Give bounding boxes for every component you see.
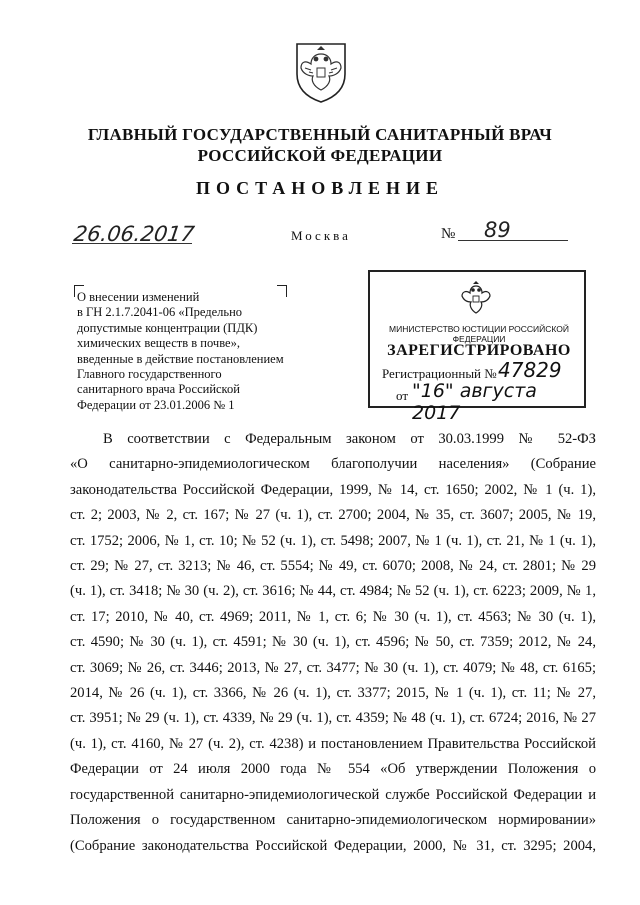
issuer-title-line-1: ГЛАВНЫЙ ГОСУДАРСТВЕННЫЙ САНИТАРНЫЙ ВРАЧ [87, 125, 553, 144]
stamp-coat-of-arms-icon [456, 280, 496, 320]
body-line: государственной санитарно-эпидемиологической службе Российской Федерации и [70, 786, 596, 803]
stamp-ministry-name: МИНИСТЕРСТВО ЮСТИЦИИ РОССИЙСКОЙ ФЕДЕРАЦИИ [389, 324, 569, 344]
body-line: ст. 17; 2010, № 40, ст. 4969; 2011, № 1, ст. 6; № 30 (ч. 1), ст. 4563; № 30 (ч. 1), [70, 608, 596, 625]
body-line: (Собрание законодательства Российской Федерации, 2000, № 31, ст. 3295; 2004, [70, 837, 596, 854]
registration-stamp [368, 270, 586, 424]
subject-line: Главного государственного [77, 367, 222, 382]
body-line: 2014, № 26 (ч. 1), ст. 3366, № 26 (ч. 1), ст. 3377; 2015, № 1 (ч. 1), ст. 11; № 27, [70, 685, 596, 702]
body-line: Федерации от 24 июля 2000 года № 554 «Об утверждении Положения о [70, 761, 596, 778]
body-line: Положения о государственном санитарно-эпидемиологическом нормировании» [70, 812, 596, 829]
stamp-handwritten-date: "16" августа 2017 [412, 380, 537, 424]
body-paragraph [70, 427, 596, 859]
body-line: ст. 3069; № 26, ст. 3446; 2013, № 27, ст. 3477; № 30 (ч. 1), ст. 4079; № 48, ст. 6165; [70, 659, 596, 676]
handwritten-number: 89 [484, 218, 511, 242]
number-label: № [441, 226, 456, 242]
body-line: (ч. 1), ст. 4160, № 27 (ч. 2), ст. 4238) и постановлением Правительства Российской [70, 735, 596, 752]
city-label: Москва [291, 228, 351, 243]
body-line: ст. 1752; 2006, № 1, ст. 10; № 52 (ч. 1), ст. 5498; 2007, № 1 (ч. 1), ст. 21, № 1 (ч. 1), [70, 532, 596, 549]
issuer-title-line-2: РОССИЙСКОЙ ФЕДЕРАЦИИ [197, 146, 443, 165]
body-line: законодательства Российской Федерации, 1999, № 14, ст. 1650; 2002, № 1 (ч. 1), [70, 481, 596, 498]
body-line: (ч. 1), ст. 3418; № 30 (ч. 2), ст. 3616; № 44, ст. 4984; № 52 (ч. 1), ст. 6223; 2009, № 1, [70, 583, 596, 600]
stamp-registration-label: Регистрационный № [382, 366, 497, 381]
body-line: В соответствии с Федеральным законом от 30.03.1999 № 52-ФЗ [103, 431, 596, 447]
body-line: ст. 2; 2003, № 2, ст. 167; № 27 (ч. 1), ст. 2700; 2004, № 35, ст. 3607; 2005, № 19, [70, 507, 596, 524]
subject-block [77, 290, 307, 413]
body-line: ст. 29; № 27, ст. 3213; № 46, ст. 5554; № 49, ст. 6070; 2008, № 24, ст. 2801; № 29 [70, 558, 596, 575]
subject-line: химических веществ в почве», [77, 336, 240, 351]
handwritten-date: 26.06.2017 [72, 222, 196, 246]
subject-line: допустимые концентрации (ПДК) [77, 320, 258, 335]
document-type-title: ПОСТАНОВЛЕНИЕ [195, 178, 445, 198]
body-line: ст. 3951; № 29 (ч. 1), ст. 4339, № 29 (ч. 1), ст. 4359; № 48 (ч. 1), ст. 6724; 2016, № 27 [70, 710, 596, 727]
stamp-registered-label: ЗАРЕГИСТРИРОВАНО [387, 342, 571, 359]
number-underline [458, 240, 568, 241]
subject-line: О внесении изменений [77, 290, 200, 304]
body-line: ст. 4590; № 30 (ч. 1), ст. 4591; № 30 (ч. 1), ст. 4596; № 50, ст. 7359; 2012, № 24, [70, 634, 596, 651]
body-line: «О санитарно-эпидемиологическом благополучии населения» (Собрание [70, 456, 596, 473]
stamp-date-prefix: от [396, 388, 409, 403]
subject-line: Федерации от 23.01.2006 № 1 [77, 397, 235, 412]
subject-line: в ГН 2.1.7.2041-06 «Предельно [77, 305, 243, 320]
coat-of-arms-emblem [289, 40, 353, 104]
date-underline [72, 243, 192, 244]
subject-line: введенные в действие постановлением [77, 351, 284, 366]
subject-line: санитарного врача Российской [77, 382, 240, 397]
stamp-registration-number: 47829 [498, 358, 562, 382]
